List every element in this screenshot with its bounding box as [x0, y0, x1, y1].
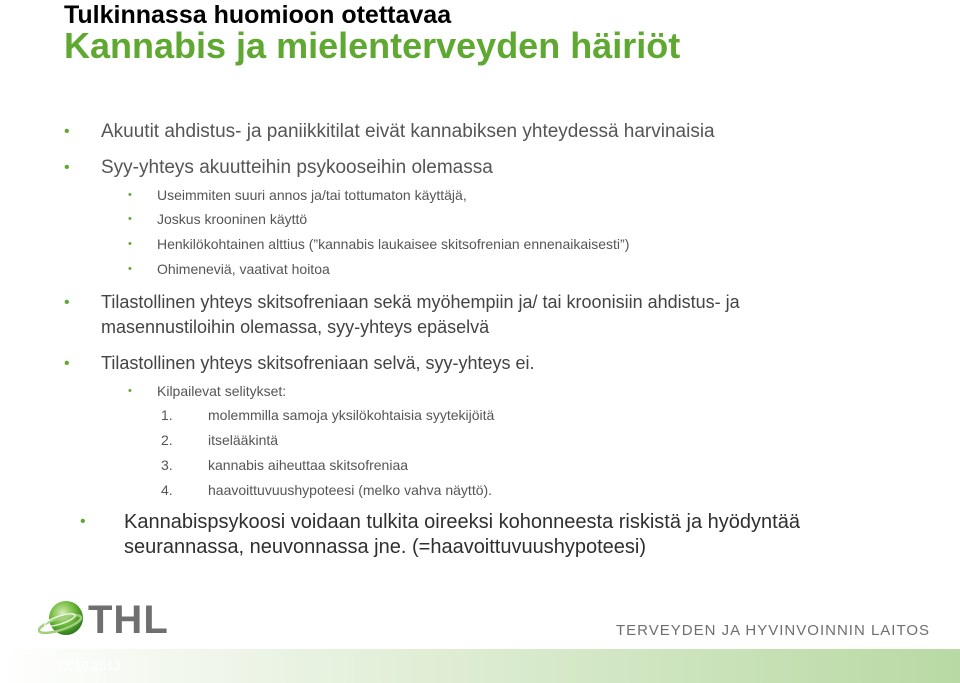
- bullet-item-4: Tilastollinen yhteys skitsofreniaan selvä, syy-yhteys ei.: [101, 353, 535, 373]
- organization-name: TERVEYDEN JA HYVINVOINNIN LAITOS: [616, 622, 931, 639]
- sub-bullet-icon: •: [128, 238, 132, 250]
- bullet-item-3-line-1: Tilastollinen yhteys skitsofreniaan sekä myöhempiin ja/ tai kroonisiin ahdistus- ja: [101, 292, 740, 312]
- list-number: 3.: [161, 457, 173, 473]
- sub-bullet-icon: •: [128, 385, 132, 397]
- thl-logo-text: THL: [88, 598, 169, 642]
- thl-sphere-logo-icon: [38, 598, 86, 640]
- sub-item: Ohimeneviä, vaativat hoitoa: [157, 261, 330, 277]
- bullet-item-5-line-2: seurannassa, neuvonnassa jne. (=haavoittuvuushypoteesi): [124, 536, 647, 558]
- sub-item: Joskus krooninen käyttö: [157, 211, 308, 227]
- numbered-item: haavoittuvuushypoteesi (melko vahva näyttö).: [208, 482, 493, 498]
- list-number: 4.: [161, 482, 173, 498]
- bullet-icon: •: [80, 513, 86, 530]
- list-number: 2.: [161, 432, 173, 448]
- bullet-item-5-line-1: Kannabispsykoosi voidaan tulkita oireeksi kohonneesta riskistä ja hyödyntää: [124, 511, 800, 533]
- sub-item: Henkilökohtainen alttius (”kannabis laukaisee skitsofrenian ennenaikaisesti”): [157, 236, 630, 252]
- numbered-item: molemmilla samoja yksilökohtaisia syytekijöitä: [208, 407, 495, 423]
- sub-bullet-icon: •: [128, 263, 132, 275]
- footer-bar: [0, 649, 960, 683]
- sub-item: Kilpailevat selitykset:: [157, 383, 287, 399]
- bullet-item-1: Akuutit ahdistus- ja paniikkitilat eivät kannabiksen yhteydessä harvinaisia: [101, 121, 715, 142]
- bullet-icon: •: [64, 355, 70, 372]
- bullet-icon: •: [64, 123, 70, 140]
- numbered-item: kannabis aiheuttaa skitsofreniaa: [208, 457, 409, 473]
- bullet-item-3-line-2: masennustiloihin olemassa, syy-yhteys epäselvä: [101, 317, 490, 337]
- slide-subtitle: Kannabis ja mielenterveyden häiriöt: [64, 25, 681, 66]
- footer-date: 22.10.2013: [56, 658, 122, 673]
- slide-title: Tulkinnassa huomioon otettavaa: [64, 1, 452, 29]
- sub-bullet-icon: •: [128, 213, 132, 225]
- bullet-icon: •: [64, 159, 70, 176]
- numbered-item: itselääkintä: [208, 432, 279, 448]
- list-number: 1.: [161, 407, 173, 423]
- sub-bullet-icon: •: [128, 189, 132, 201]
- bullet-icon: •: [64, 294, 70, 311]
- sub-item: Useimmiten suuri annos ja/tai tottumaton käyttäjä,: [157, 187, 467, 203]
- bullet-item-2: Syy-yhteys akuutteihin psykooseihin olemassa: [101, 157, 493, 178]
